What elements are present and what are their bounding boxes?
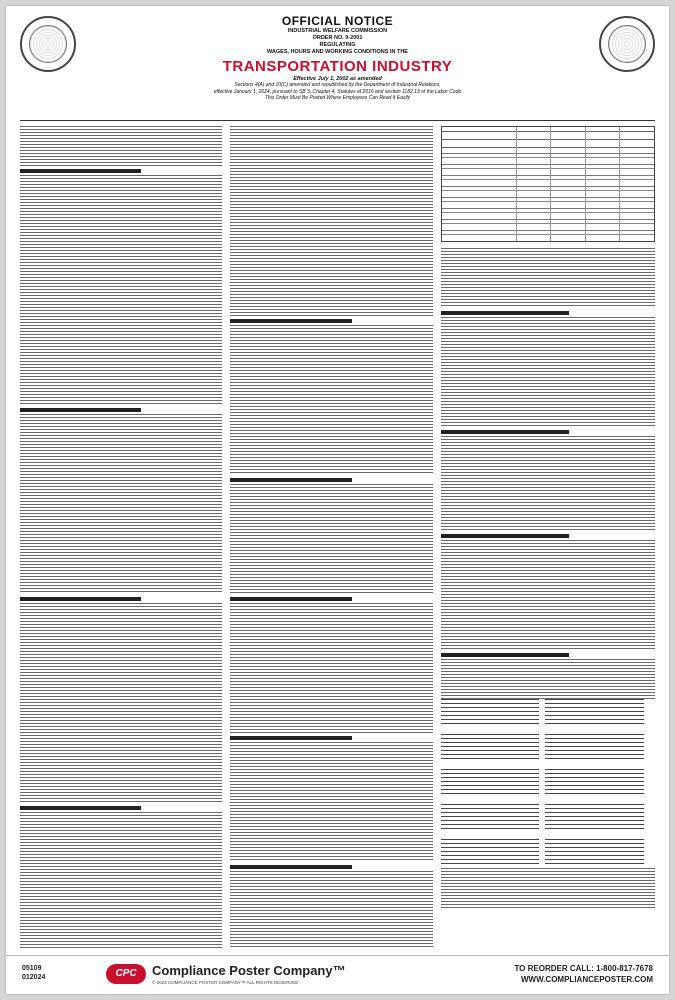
revision-code: 012024 <box>22 974 46 981</box>
body-column-3 <box>441 126 655 948</box>
industry-title: TRANSPORTATION INDUSTRY <box>222 58 453 75</box>
copyright-text: © 2023 COMPLIANCE POSTER COMPANY™ ALL RIGHTS RESERVED <box>152 980 299 985</box>
wage-rate-table <box>441 126 655 242</box>
poster-codes <box>22 964 45 982</box>
brand-name: Compliance Poster Company™ <box>152 963 346 978</box>
body-column-2 <box>230 126 433 948</box>
effective-date: Effective July 1, 2002 as amended <box>293 76 382 82</box>
reorder-phone: TO REORDER CALL: 1-800-817-7678 <box>514 964 653 973</box>
amendment-line-1: Sections 4(A) and 10(C) amended and republished by the Department of Industrial Relations, <box>234 82 441 88</box>
wages-line: WAGES, HOURS AND WORKING CONDITIONS IN THE <box>267 49 408 55</box>
office-directory <box>441 699 655 868</box>
reorder-info <box>514 963 653 985</box>
poster-footer <box>6 955 669 994</box>
regulating-label: REGULATING <box>319 42 356 48</box>
state-seal-icon <box>20 16 76 72</box>
department-seal-icon <box>599 16 655 72</box>
amendment-line-2: effective January 1, 2024, pursuant to SB 3, Chapter 4, Statutes of 2016 and section 1182.13 of the Labor Code <box>213 88 462 95</box>
website-link[interactable]: WWW.COMPLIANCEPOSTER.COM <box>521 975 653 984</box>
product-code: 05109 <box>22 965 42 972</box>
cpc-logo-icon: CPC <box>106 964 146 984</box>
header-divider <box>20 120 655 121</box>
order-number: ORDER NO. 9-2001 <box>312 35 363 41</box>
body-column-1 <box>20 126 222 948</box>
poster-page <box>6 6 669 994</box>
commission-name: INDUSTRIAL WELFARE COMMISSION <box>287 28 388 34</box>
official-notice-title: OFFICIAL NOTICE <box>281 14 394 28</box>
posting-requirement: This Order Must Be Posted Where Employees Can Read It Easily <box>264 95 411 101</box>
notice-header <box>86 12 589 102</box>
